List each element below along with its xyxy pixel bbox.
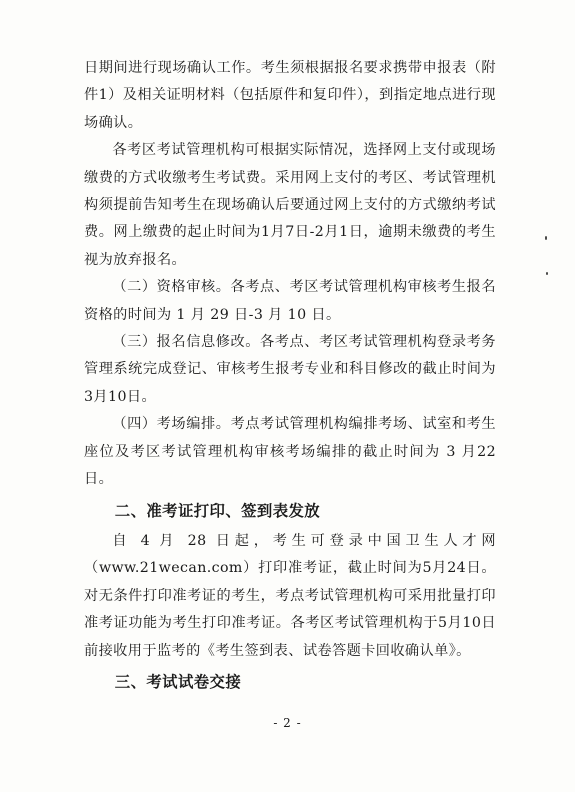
section-heading-admission-ticket: 二、准考证打印、签到表发放 bbox=[114, 501, 321, 520]
scan-speck bbox=[546, 272, 548, 275]
paragraph-confirmation: 日期间进行现场确认工作。考生须根据报名要求携带申报表（附件1）及相关证明材料（包括原件和复印件），到指定地点进行现场确认。 bbox=[84, 60, 496, 131]
page-number: - 2 - bbox=[273, 716, 302, 730]
document-body bbox=[84, 55, 496, 699]
paragraph-exam-room-arrangement: （四）考场编排。考点考试管理机构编排考场、试室和考生座位及考区考试管理机构审核考场编排的截止时间为 3 月22日。 bbox=[84, 416, 496, 488]
scan-speck bbox=[545, 236, 547, 240]
paragraph-qualification-review: （二）资格审核。各考点、考区考试管理机构审核考生报名资格的时间为 1 月 29 日-3 月 10 日。 bbox=[84, 279, 496, 323]
paragraph-payment: 各考区考试管理机构可根据实际情况，选择网上支付或现场缴费的方式收缴考生考试费。采用网上支付的考区、考试管理机构须提前告知考生在现场确认后要通过网上支付的方式缴纳考试费。网上缴费的起止时间为1月7日-2月1日，逾期未缴费的考生视为放弃报名。 bbox=[84, 142, 496, 268]
paragraph-admission-ticket: 自 4 月 28 日起，考生可登录中国卫生人才网（www.21wecan.com）打印准考证，截止时间为5月24日。对无条件打印准考证的考生，考点考试管理机构可采用批量打印准考证功能为考生打印准考证。各考区考试管理机构于5月10日前接收用于监考的《考生签到表、试卷答题卡回收确认单》。 bbox=[84, 532, 496, 659]
paragraph-info-modification: （三）报名信息修改。各考点、考区考试管理机构登录考务管理系统完成登记、审核考生报考专业和科目修改的截止时间为3月10日。 bbox=[84, 334, 496, 405]
section-heading-paper-handover: 三、考试试卷交接 bbox=[114, 672, 242, 691]
